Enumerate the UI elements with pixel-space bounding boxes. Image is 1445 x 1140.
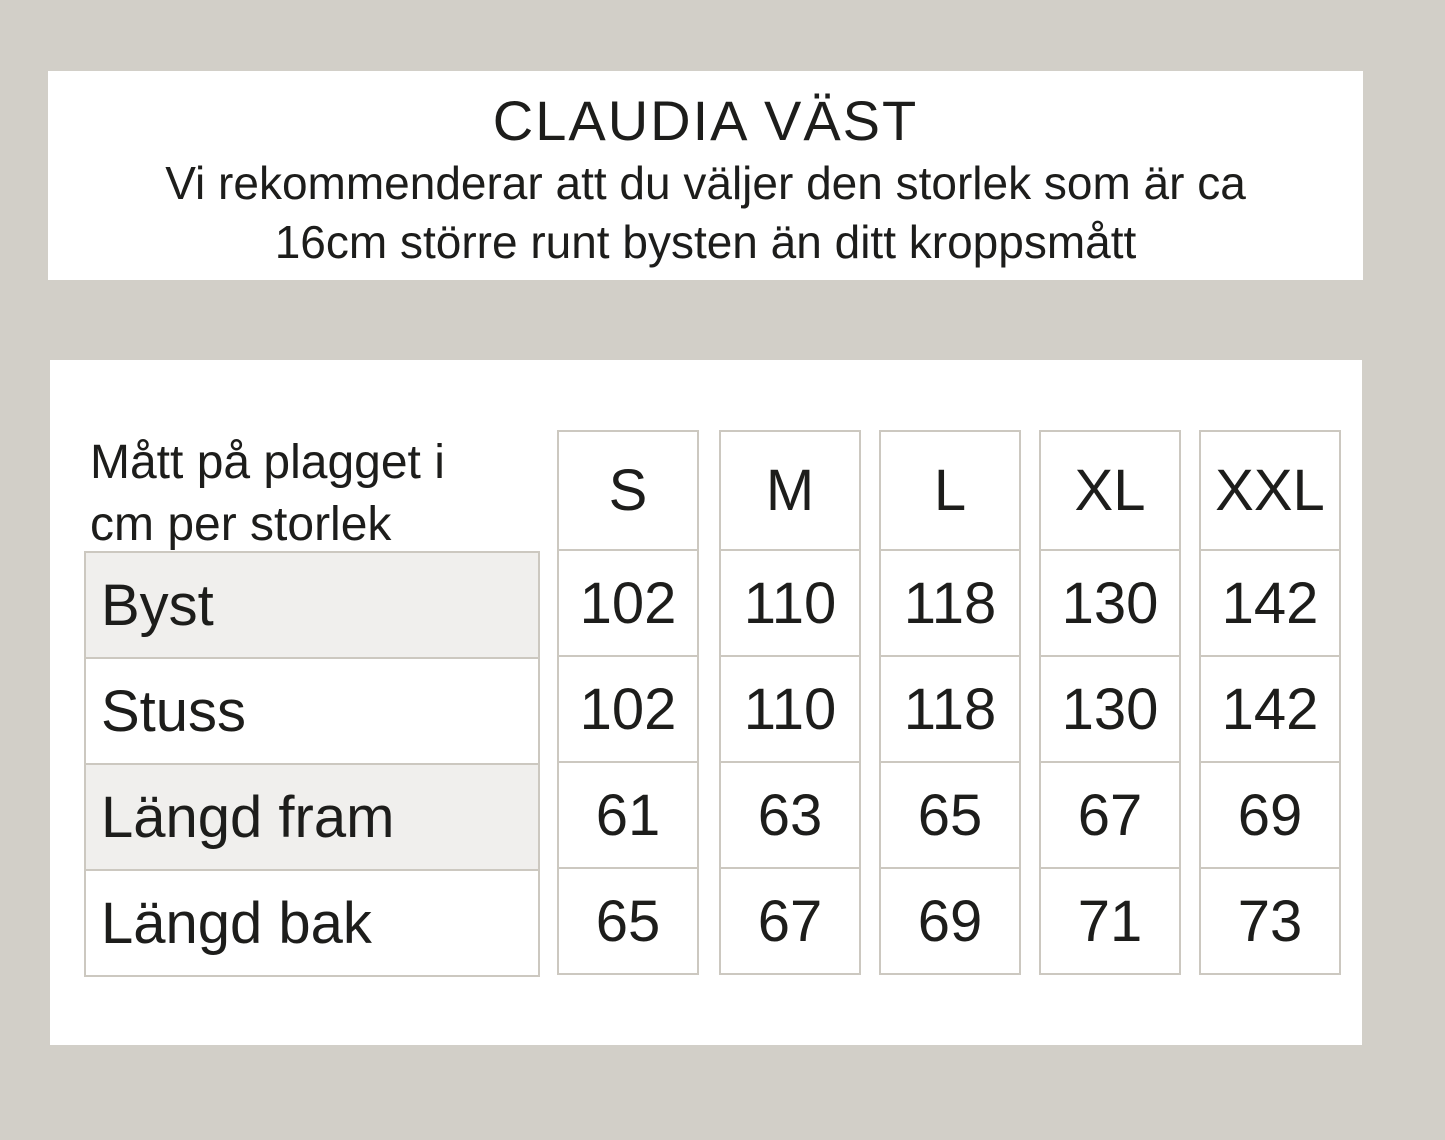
cell-byst-s: 102 [559,549,697,655]
cell-langd-bak-l: 69 [881,867,1019,973]
size-recommendation-line1: Vi rekommenderar att du väljer den storlek som är ca [165,157,1246,209]
table-corner-header-line1: Mått på plagget i [90,436,445,489]
cell-langd-fram-s: 61 [559,761,697,867]
cell-langd-fram-m: 63 [721,761,859,867]
size-header-xxl: XXL [1201,432,1339,549]
row-label-byst: Byst [86,553,538,657]
size-column-s [557,430,699,975]
size-header-l: L [881,432,1019,549]
size-column-m [719,430,861,975]
size-table-panel [50,360,1362,1045]
size-recommendation-line2: 16cm större runt bysten än ditt kroppsmått [274,216,1137,268]
size-column-l [879,430,1021,975]
cell-byst-xl: 130 [1041,549,1179,655]
cell-byst-m: 110 [721,549,859,655]
cell-stuss-xxl: 142 [1201,655,1339,761]
cell-langd-fram-l: 65 [881,761,1019,867]
cell-langd-bak-m: 67 [721,867,859,973]
cell-langd-bak-xl: 71 [1041,867,1179,973]
table-corner-header [90,432,445,556]
table-corner-header-line2: cm per storlek [90,498,392,551]
row-label-langd-bak: Längd bak [86,869,538,975]
header-panel [48,71,1363,280]
cell-stuss-l: 118 [881,655,1019,761]
row-label-stuss: Stuss [86,657,538,763]
page-title: CLAUDIA VÄST [492,89,919,152]
cell-byst-l: 118 [881,549,1019,655]
size-column-xl [1039,430,1181,975]
cell-langd-fram-xxl: 69 [1201,761,1339,867]
cell-byst-xxl: 142 [1201,549,1339,655]
cell-langd-bak-xxl: 73 [1201,867,1339,973]
row-label-langd-fram: Längd fram [86,763,538,869]
measurement-label-column [84,551,540,977]
size-header-m: M [721,432,859,549]
size-header-s: S [559,432,697,549]
cell-stuss-m: 110 [721,655,859,761]
cell-langd-bak-s: 65 [559,867,697,973]
cell-langd-fram-xl: 67 [1041,761,1179,867]
size-recommendation [48,154,1363,272]
cell-stuss-s: 102 [559,655,697,761]
cell-stuss-xl: 130 [1041,655,1179,761]
size-column-xxl [1199,430,1341,975]
size-header-xl: XL [1041,432,1179,549]
